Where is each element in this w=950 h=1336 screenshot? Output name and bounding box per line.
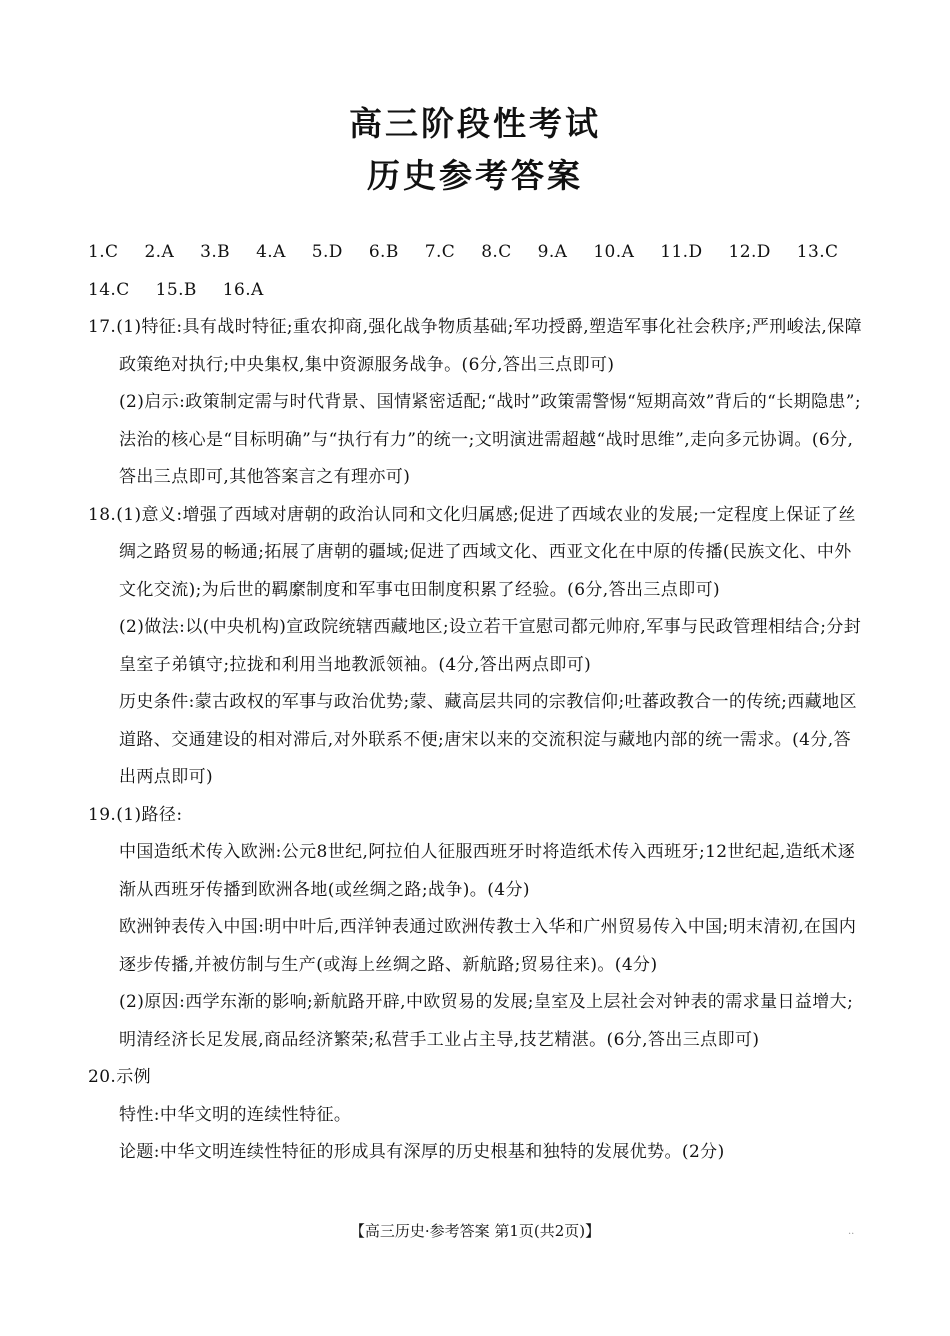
choice-answer-11: 11.D: [660, 242, 703, 262]
answer-content: [88, 234, 868, 1172]
choice-answer-5: 5.D: [311, 242, 343, 262]
q18-part2: (2)做法:以(中央机构)宣政院统辖西藏地区;设立若干宣慰司都元帅府,军事与民政管理相结合;分封皇室子弟镇守;拉拢和利用当地教派领袖。(4分,答出两点即可): [119, 617, 862, 675]
exam-title: 高三阶段性考试: [349, 104, 601, 143]
document-title: 历史参考答案: [367, 156, 583, 195]
q20-thesis: 论题:中华文明连续性特征的形成具有深厚的历史根基和独特的发展优势。(2分): [119, 1142, 725, 1162]
q20-heading: 20.示例: [88, 1067, 152, 1087]
q17-part2: (2)启示:政策制定需与时代背景、国情紧密适配;“战时”政策需警惕“短期高效”背后的“长期隐患”;法治的核心是“目标明确”与“执行有力”的统一;文明演进需超越“战时思维”,走向多元协调。(6分,答出三点即可,其他答案言之有理亦可): [119, 392, 862, 487]
q18-conditions: 历史条件:蒙古政权的军事与政治优势;蒙、藏高层共同的宗教信仰;吐蕃政教合一的传统;西藏地区道路、交通建设的相对滞后,对外联系不便;唐宋以来的交流积淀与藏地内部的统一需求。(4分,答出两点即可): [119, 692, 857, 787]
page-footer: 【高三历史·参考答案 第1页(共2页)】: [349, 1222, 601, 1240]
choice-answer-3: 3.B: [200, 242, 231, 262]
choice-answer-10: 10.A: [593, 242, 635, 262]
choice-answer-4: 4.A: [256, 242, 286, 262]
choice-answer-1: 1.C: [88, 242, 119, 262]
q19-heading: 19.(1)路径:: [88, 804, 183, 825]
choice-answer-13: 13.C: [796, 242, 839, 262]
q17-part1: 17.(1)特征:具有战时特征;重农抑商,强化战争物质基础;军功授爵,塑造军事化社会秩序;严刑峻法,保障政策绝对执行;中央集权,集中资源服务战争。(6分,答出三点即可): [88, 317, 863, 375]
q19-papermaking: 中国造纸术传入欧洲:公元8世纪,阿拉伯人征服西班牙时将造纸术传入西班牙;12世纪起,造纸术逐渐从西班牙传播到欧洲各地(或丝绸之路;战争)。(4分): [119, 842, 856, 900]
choice-answer-9: 9.A: [537, 242, 568, 262]
choice-answer-8: 8.C: [481, 242, 512, 262]
choice-answer-2: 2.A: [144, 242, 175, 262]
choice-answer-6: 6.B: [368, 242, 399, 262]
q20-trait: 特性:中华文明的连续性特征。: [119, 1104, 352, 1125]
choice-answers: [88, 234, 868, 309]
choice-answer-15: 15.B: [155, 279, 197, 300]
q19-part2: (2)原因:西学东渐的影响;新航路开辟,中欧贸易的发展;皇室及上层社会对钟表的需求量日益增大;明清经济长足发展,商品经济繁荣;私营手工业占主导,技艺精湛。(6分,答出三点即可): [119, 992, 854, 1050]
choice-answer-7: 7.C: [424, 242, 456, 262]
q19-clocks: 欧洲钟表传入中国:明中叶后,西洋钟表通过欧洲传教士入华和广州贸易传入中国;明末清初,在国内逐步传播,并被仿制与生产(或海上丝绸之路、新航路;贸易往来)。(4分): [119, 917, 857, 975]
q18-part1: 18.(1)意义:增强了西域对唐朝的政治认同和文化归属感;促进了西域农业的发展;一定程度上保证了丝绸之路贸易的畅通;拓展了唐朝的疆域;促进了西域文化、西亚文化在中原的传播(民族文化、中外文化交流);为后世的羁縻制度和军事屯田制度积累了经验。(6分,答出三点即可): [88, 504, 856, 600]
choice-answer-14: 14.C: [88, 279, 130, 300]
corner-mark: ..: [848, 1226, 855, 1237]
choice-answer-12: 12.D: [728, 242, 771, 262]
choice-answer-16: 16.A: [222, 279, 264, 300]
